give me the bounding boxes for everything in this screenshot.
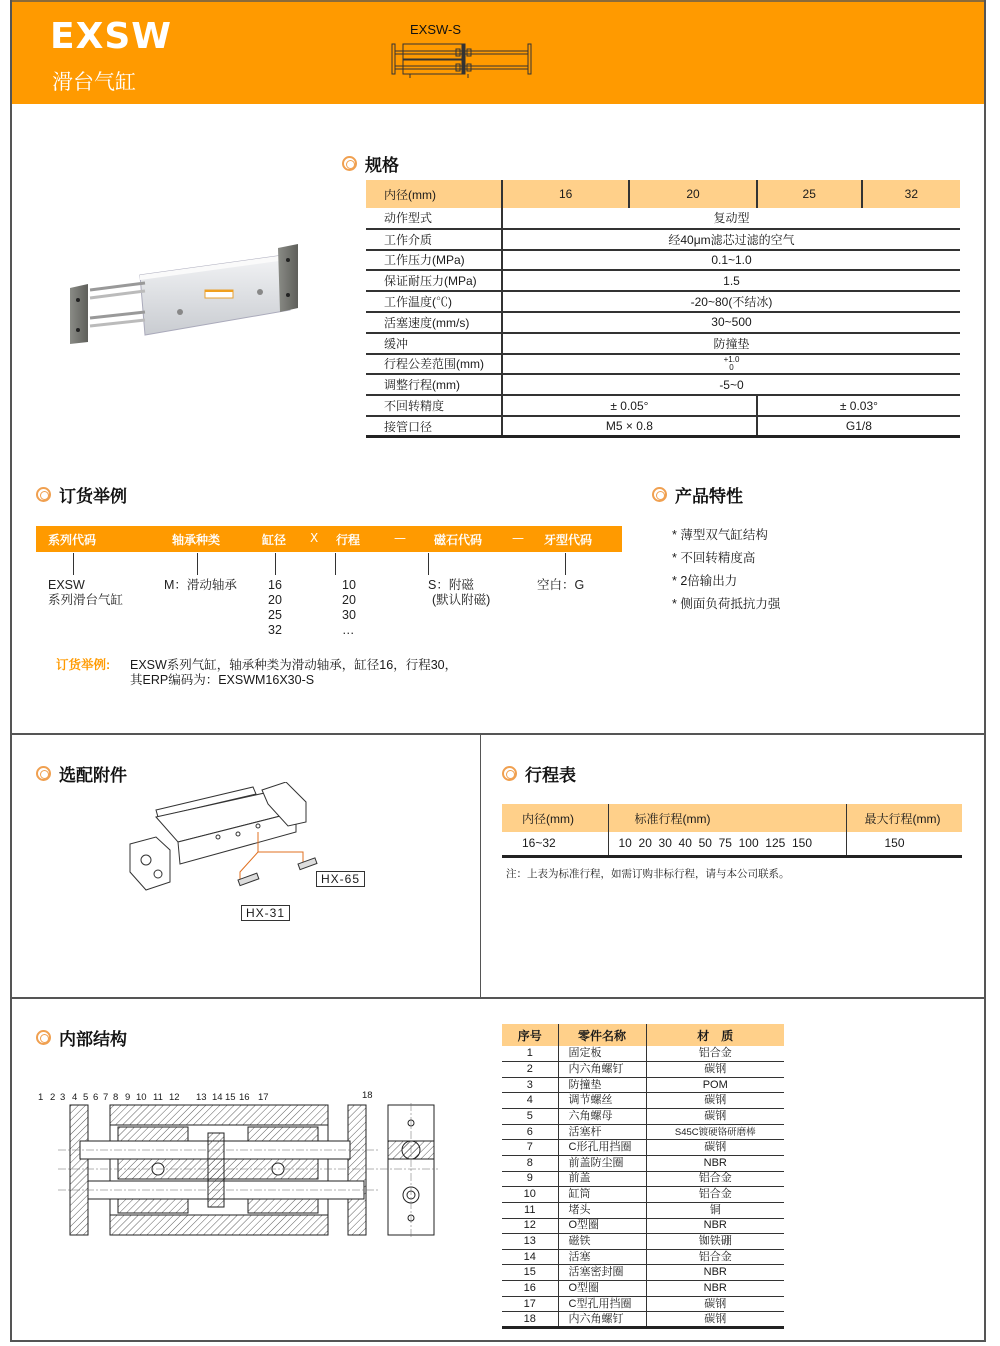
parts-header-row bbox=[502, 1024, 784, 1046]
part-no: 8 bbox=[502, 1155, 558, 1171]
bar-separator-x: X bbox=[310, 531, 319, 545]
part-material: S45C镀硬铬研磨棒 bbox=[646, 1124, 784, 1140]
part-no: 3 bbox=[502, 1077, 558, 1093]
order-section-title bbox=[36, 482, 127, 507]
parts-table bbox=[502, 1024, 784, 1329]
spec-row bbox=[366, 312, 960, 333]
callout: 1 bbox=[38, 1092, 44, 1103]
spec-row-label: 调整行程(mm) bbox=[366, 374, 502, 395]
parts-header-material: 材 质 bbox=[646, 1024, 784, 1046]
spec-row-value: M5 × 0.8 bbox=[502, 416, 757, 437]
part-name: 固定板 bbox=[558, 1046, 646, 1062]
stroke-max-value: 150 bbox=[846, 832, 962, 856]
spec-bore-16: 16 bbox=[502, 180, 629, 208]
callout: 5 bbox=[83, 1092, 89, 1103]
part-material: 铷铁硼 bbox=[646, 1234, 784, 1250]
spec-row bbox=[366, 270, 960, 291]
features-title-text: 产品特性 bbox=[675, 487, 743, 507]
stroke-standard-values: 10 20 30 40 50 75 100 125 150 bbox=[608, 832, 846, 856]
order-series-value bbox=[48, 578, 123, 608]
spec-row-label: 活塞速度(mm/s) bbox=[366, 312, 502, 333]
callout: 16 bbox=[239, 1092, 250, 1103]
magnet-default: (默认附磁) bbox=[432, 593, 491, 607]
part-name: O型圈 bbox=[558, 1281, 646, 1297]
callout: 7 bbox=[103, 1092, 109, 1103]
bore-option: 16 bbox=[268, 578, 282, 592]
part-name: 活塞杆 bbox=[558, 1124, 646, 1140]
spec-row-value: 30~500 bbox=[502, 312, 960, 333]
part-material: 碳钢 bbox=[646, 1062, 784, 1078]
bar-bore: 缸径 bbox=[262, 533, 287, 547]
part-no: 6 bbox=[502, 1124, 558, 1140]
series-desc: 系列滑台气缸 bbox=[48, 593, 124, 607]
spec-row-value: -5~0 bbox=[502, 374, 960, 395]
part-no: 7 bbox=[502, 1140, 558, 1156]
part-no: 13 bbox=[502, 1234, 558, 1250]
bar-separator-dash: — bbox=[394, 531, 406, 545]
callout: 17 bbox=[258, 1092, 269, 1103]
part-name: 内六角螺钉 bbox=[558, 1312, 646, 1328]
order-example-line1: EXSW系列气缸，轴承种类为滑动轴承，缸径16，行程30， bbox=[130, 658, 458, 672]
bar-stroke: 行程 bbox=[336, 533, 361, 547]
part-no: 10 bbox=[502, 1187, 558, 1203]
part-no: 18 bbox=[502, 1312, 558, 1328]
connector-line bbox=[197, 553, 198, 575]
structure-title-text: 内部结构 bbox=[59, 1030, 127, 1050]
parts-row bbox=[502, 1312, 784, 1328]
parts-row bbox=[502, 1124, 784, 1140]
callout: 14 bbox=[212, 1092, 223, 1103]
section-ring-icon bbox=[36, 766, 51, 781]
parts-row bbox=[502, 1265, 784, 1281]
spec-row bbox=[366, 374, 960, 395]
stroke-option: 20 bbox=[342, 593, 356, 607]
parts-row bbox=[502, 1093, 784, 1109]
parts-row bbox=[502, 1155, 784, 1171]
bore-option: 20 bbox=[268, 593, 282, 607]
part-name: 防撞垫 bbox=[558, 1077, 646, 1093]
part-material: 铜 bbox=[646, 1202, 784, 1218]
model-subtitle: 滑台气缸 bbox=[52, 70, 136, 94]
part-material: 铝合金 bbox=[646, 1046, 784, 1062]
part-material: 碳钢 bbox=[646, 1109, 784, 1125]
spec-row-label: 工作温度(℃) bbox=[366, 291, 502, 312]
stroke-row bbox=[502, 832, 962, 856]
spec-row-label: 不回转精度 bbox=[366, 395, 502, 416]
order-thread-value: 空白：G bbox=[537, 578, 585, 592]
order-example-label: 订货举例: bbox=[56, 658, 111, 672]
part-material: NBR bbox=[646, 1265, 784, 1281]
bore-option: 32 bbox=[268, 623, 282, 637]
callout: 12 bbox=[169, 1092, 180, 1103]
part-name: 缸筒 bbox=[558, 1187, 646, 1203]
accessory-label-hx65: HX-65 bbox=[316, 871, 365, 887]
connector-line bbox=[565, 553, 566, 575]
features-list bbox=[672, 524, 780, 616]
part-no: 1 bbox=[502, 1046, 558, 1062]
stroke-note: 注：上表为标准行程，如需订购非标行程，请与本公司联系。 bbox=[506, 868, 790, 880]
spec-bore-20: 20 bbox=[629, 180, 756, 208]
spec-row-label: 工作介质 bbox=[366, 229, 502, 250]
cross-section-drawing bbox=[38, 1103, 438, 1238]
stroke-option: … bbox=[342, 623, 355, 637]
part-no: 12 bbox=[502, 1218, 558, 1234]
spec-table bbox=[366, 180, 960, 438]
part-no: 9 bbox=[502, 1171, 558, 1187]
part-material: NBR bbox=[646, 1281, 784, 1297]
bar-thread-code: 牙型代码 bbox=[544, 533, 593, 547]
spec-bore-25: 25 bbox=[757, 180, 862, 208]
connector-line bbox=[73, 553, 74, 575]
parts-row bbox=[502, 1109, 784, 1125]
parts-row bbox=[502, 1249, 784, 1265]
part-name: 前盖防尘圈 bbox=[558, 1155, 646, 1171]
part-material: 铝合金 bbox=[646, 1249, 784, 1265]
spec-row bbox=[366, 395, 960, 416]
parts-row bbox=[502, 1218, 784, 1234]
part-name: 六角螺母 bbox=[558, 1109, 646, 1125]
callout: 9 bbox=[125, 1092, 131, 1103]
stroke-table bbox=[502, 804, 962, 858]
section-divider-vertical bbox=[480, 735, 481, 998]
header-banner bbox=[12, 2, 984, 104]
section-divider bbox=[12, 997, 984, 999]
series-code: EXSW bbox=[48, 578, 85, 592]
section-divider bbox=[12, 733, 984, 735]
part-name: 前盖 bbox=[558, 1171, 646, 1187]
part-material: 碳钢 bbox=[646, 1140, 784, 1156]
parts-header-name: 零件名称 bbox=[558, 1024, 646, 1046]
part-no: 4 bbox=[502, 1093, 558, 1109]
stroke-option: 30 bbox=[342, 608, 356, 622]
part-name: 内六角螺钉 bbox=[558, 1062, 646, 1078]
callout: 10 bbox=[136, 1092, 147, 1103]
part-material: 碳钢 bbox=[646, 1296, 784, 1312]
spec-row-value: 0.1~1.0 bbox=[502, 250, 960, 271]
order-magnet-value bbox=[428, 578, 490, 608]
callout: 2 bbox=[50, 1092, 56, 1103]
stroke-header-bore: 内径(mm) bbox=[502, 804, 608, 832]
bar-separator-dash: — bbox=[512, 531, 524, 545]
order-bore-values bbox=[268, 578, 282, 638]
part-no: 16 bbox=[502, 1281, 558, 1297]
spec-row-value: G1/8 bbox=[757, 416, 960, 437]
stroke-title-text: 行程表 bbox=[525, 766, 576, 786]
spec-title-text: 规格 bbox=[365, 156, 399, 176]
product-photo bbox=[60, 240, 310, 350]
variant-label: EXSW-S bbox=[410, 22, 462, 37]
part-name: 磁铁 bbox=[558, 1234, 646, 1250]
stroke-tolerance-value bbox=[502, 354, 960, 375]
parts-row bbox=[502, 1140, 784, 1156]
part-material: 铝合金 bbox=[646, 1171, 784, 1187]
spec-header-label: 内径(mm) bbox=[366, 180, 502, 208]
part-no: 14 bbox=[502, 1249, 558, 1265]
accessories-title-text: 选配附件 bbox=[59, 766, 127, 786]
spec-row bbox=[366, 208, 960, 229]
feature-item: * 薄型双气缸结构 bbox=[672, 528, 768, 542]
cylinder-schematic-icon bbox=[388, 40, 536, 80]
connector-line bbox=[275, 553, 276, 575]
magnet-option: S：附磁 bbox=[428, 578, 474, 592]
bar-bearing-type: 轴承种类 bbox=[172, 533, 221, 547]
spec-row-value: ± 0.05° bbox=[502, 395, 757, 416]
spec-row-label: 动作型式 bbox=[366, 208, 502, 229]
parts-row bbox=[502, 1077, 784, 1093]
part-name: O型圈 bbox=[558, 1218, 646, 1234]
section-ring-icon bbox=[36, 487, 51, 502]
spec-bore-32: 32 bbox=[862, 180, 960, 208]
part-material: 铝合金 bbox=[646, 1187, 784, 1203]
part-name: C形孔用挡圈 bbox=[558, 1140, 646, 1156]
spec-section-title bbox=[342, 151, 399, 176]
feature-item: * 2倍输出力 bbox=[672, 574, 738, 588]
spec-row bbox=[366, 291, 960, 312]
features-section-title bbox=[652, 482, 743, 507]
spec-row-value: 1.5 bbox=[502, 270, 960, 291]
order-stroke-values bbox=[342, 578, 356, 638]
parts-row bbox=[502, 1234, 784, 1250]
spec-row-value: 复动型 bbox=[502, 208, 960, 229]
part-no: 15 bbox=[502, 1265, 558, 1281]
parts-row bbox=[502, 1281, 784, 1297]
spec-row bbox=[366, 229, 960, 250]
connector-line bbox=[335, 553, 336, 575]
stroke-bore-value: 16~32 bbox=[502, 832, 608, 856]
parts-row bbox=[502, 1296, 784, 1312]
order-bearing-value: M：滑动轴承 bbox=[164, 578, 237, 592]
stroke-header-max: 最大行程(mm) bbox=[846, 804, 962, 832]
connector-line bbox=[428, 553, 429, 575]
part-name: 活塞 bbox=[558, 1249, 646, 1265]
model-title: EXSW bbox=[50, 16, 172, 57]
part-material: NBR bbox=[646, 1218, 784, 1234]
spec-row-label: 工作压力(MPa) bbox=[366, 250, 502, 271]
spec-row bbox=[366, 416, 960, 437]
part-material: NBR bbox=[646, 1155, 784, 1171]
callout: 3 bbox=[60, 1092, 66, 1103]
bar-magnet-code: 磁石代码 bbox=[434, 533, 483, 547]
callout: 11 bbox=[153, 1092, 163, 1103]
parts-row bbox=[502, 1171, 784, 1187]
parts-row bbox=[502, 1202, 784, 1218]
accessories-section-title bbox=[36, 761, 127, 786]
spec-row-value: ± 0.03° bbox=[757, 395, 960, 416]
spec-row bbox=[366, 354, 960, 375]
part-name: 活塞密封圈 bbox=[558, 1265, 646, 1281]
callout: 8 bbox=[113, 1092, 119, 1103]
structure-section-title bbox=[36, 1025, 127, 1050]
parts-row bbox=[502, 1062, 784, 1078]
stroke-header-standard: 标准行程(mm) bbox=[608, 804, 846, 832]
parts-row bbox=[502, 1046, 784, 1062]
order-title-text: 订货举例 bbox=[59, 487, 127, 507]
part-material: 碳钢 bbox=[646, 1093, 784, 1109]
order-code-bar bbox=[36, 526, 622, 552]
accessory-label-hx31: HX-31 bbox=[241, 905, 290, 921]
bar-series-code: 系列代码 bbox=[48, 533, 97, 547]
spec-row-label: 接管口径 bbox=[366, 416, 502, 437]
part-material: 碳钢 bbox=[646, 1312, 784, 1328]
order-example-line2: 其ERP编码为：EXSWM16X30-S bbox=[130, 673, 315, 687]
callout: 15 bbox=[225, 1092, 236, 1103]
section-ring-icon bbox=[36, 1030, 51, 1045]
spec-row bbox=[366, 250, 960, 271]
callout: 13 bbox=[196, 1092, 207, 1103]
callout: 4 bbox=[72, 1092, 78, 1103]
section-ring-icon bbox=[502, 766, 517, 781]
part-name: 堵头 bbox=[558, 1202, 646, 1218]
part-name: 调节螺丝 bbox=[558, 1093, 646, 1109]
spec-row-label: 缓冲 bbox=[366, 333, 502, 354]
spec-row-value: 经40μm滤芯过滤的空气 bbox=[502, 229, 960, 250]
tolerance-upper: +1.0 bbox=[723, 354, 740, 364]
part-material: POM bbox=[646, 1077, 784, 1093]
parts-header-no: 序号 bbox=[502, 1024, 558, 1046]
accessory-drawing bbox=[128, 782, 328, 902]
part-no: 11 bbox=[502, 1202, 558, 1218]
section-ring-icon bbox=[342, 156, 357, 171]
spec-row bbox=[366, 333, 960, 354]
part-no: 2 bbox=[502, 1062, 558, 1078]
bore-option: 25 bbox=[268, 608, 282, 622]
part-no: 5 bbox=[502, 1109, 558, 1125]
stroke-section-title bbox=[502, 761, 576, 786]
part-no: 17 bbox=[502, 1296, 558, 1312]
stroke-header-row bbox=[502, 804, 962, 832]
callout: 6 bbox=[93, 1092, 99, 1103]
callout: 18 bbox=[362, 1090, 373, 1101]
spec-row-label: 保证耐压力(MPa) bbox=[366, 270, 502, 291]
spec-row-value: -20~80(不结冰) bbox=[502, 291, 960, 312]
spec-row-value: 防撞垫 bbox=[502, 333, 960, 354]
feature-item: * 不回转精度高 bbox=[672, 551, 756, 565]
tolerance-lower: 0 bbox=[729, 362, 734, 372]
spec-row-label: 行程公差范围(mm) bbox=[366, 354, 502, 375]
stroke-option: 10 bbox=[342, 578, 356, 592]
parts-row bbox=[502, 1187, 784, 1203]
section-ring-icon bbox=[652, 487, 667, 502]
spec-header-row bbox=[366, 180, 960, 208]
part-name: C型孔用挡圈 bbox=[558, 1296, 646, 1312]
feature-item: * 侧面负荷抵抗力强 bbox=[672, 597, 781, 611]
